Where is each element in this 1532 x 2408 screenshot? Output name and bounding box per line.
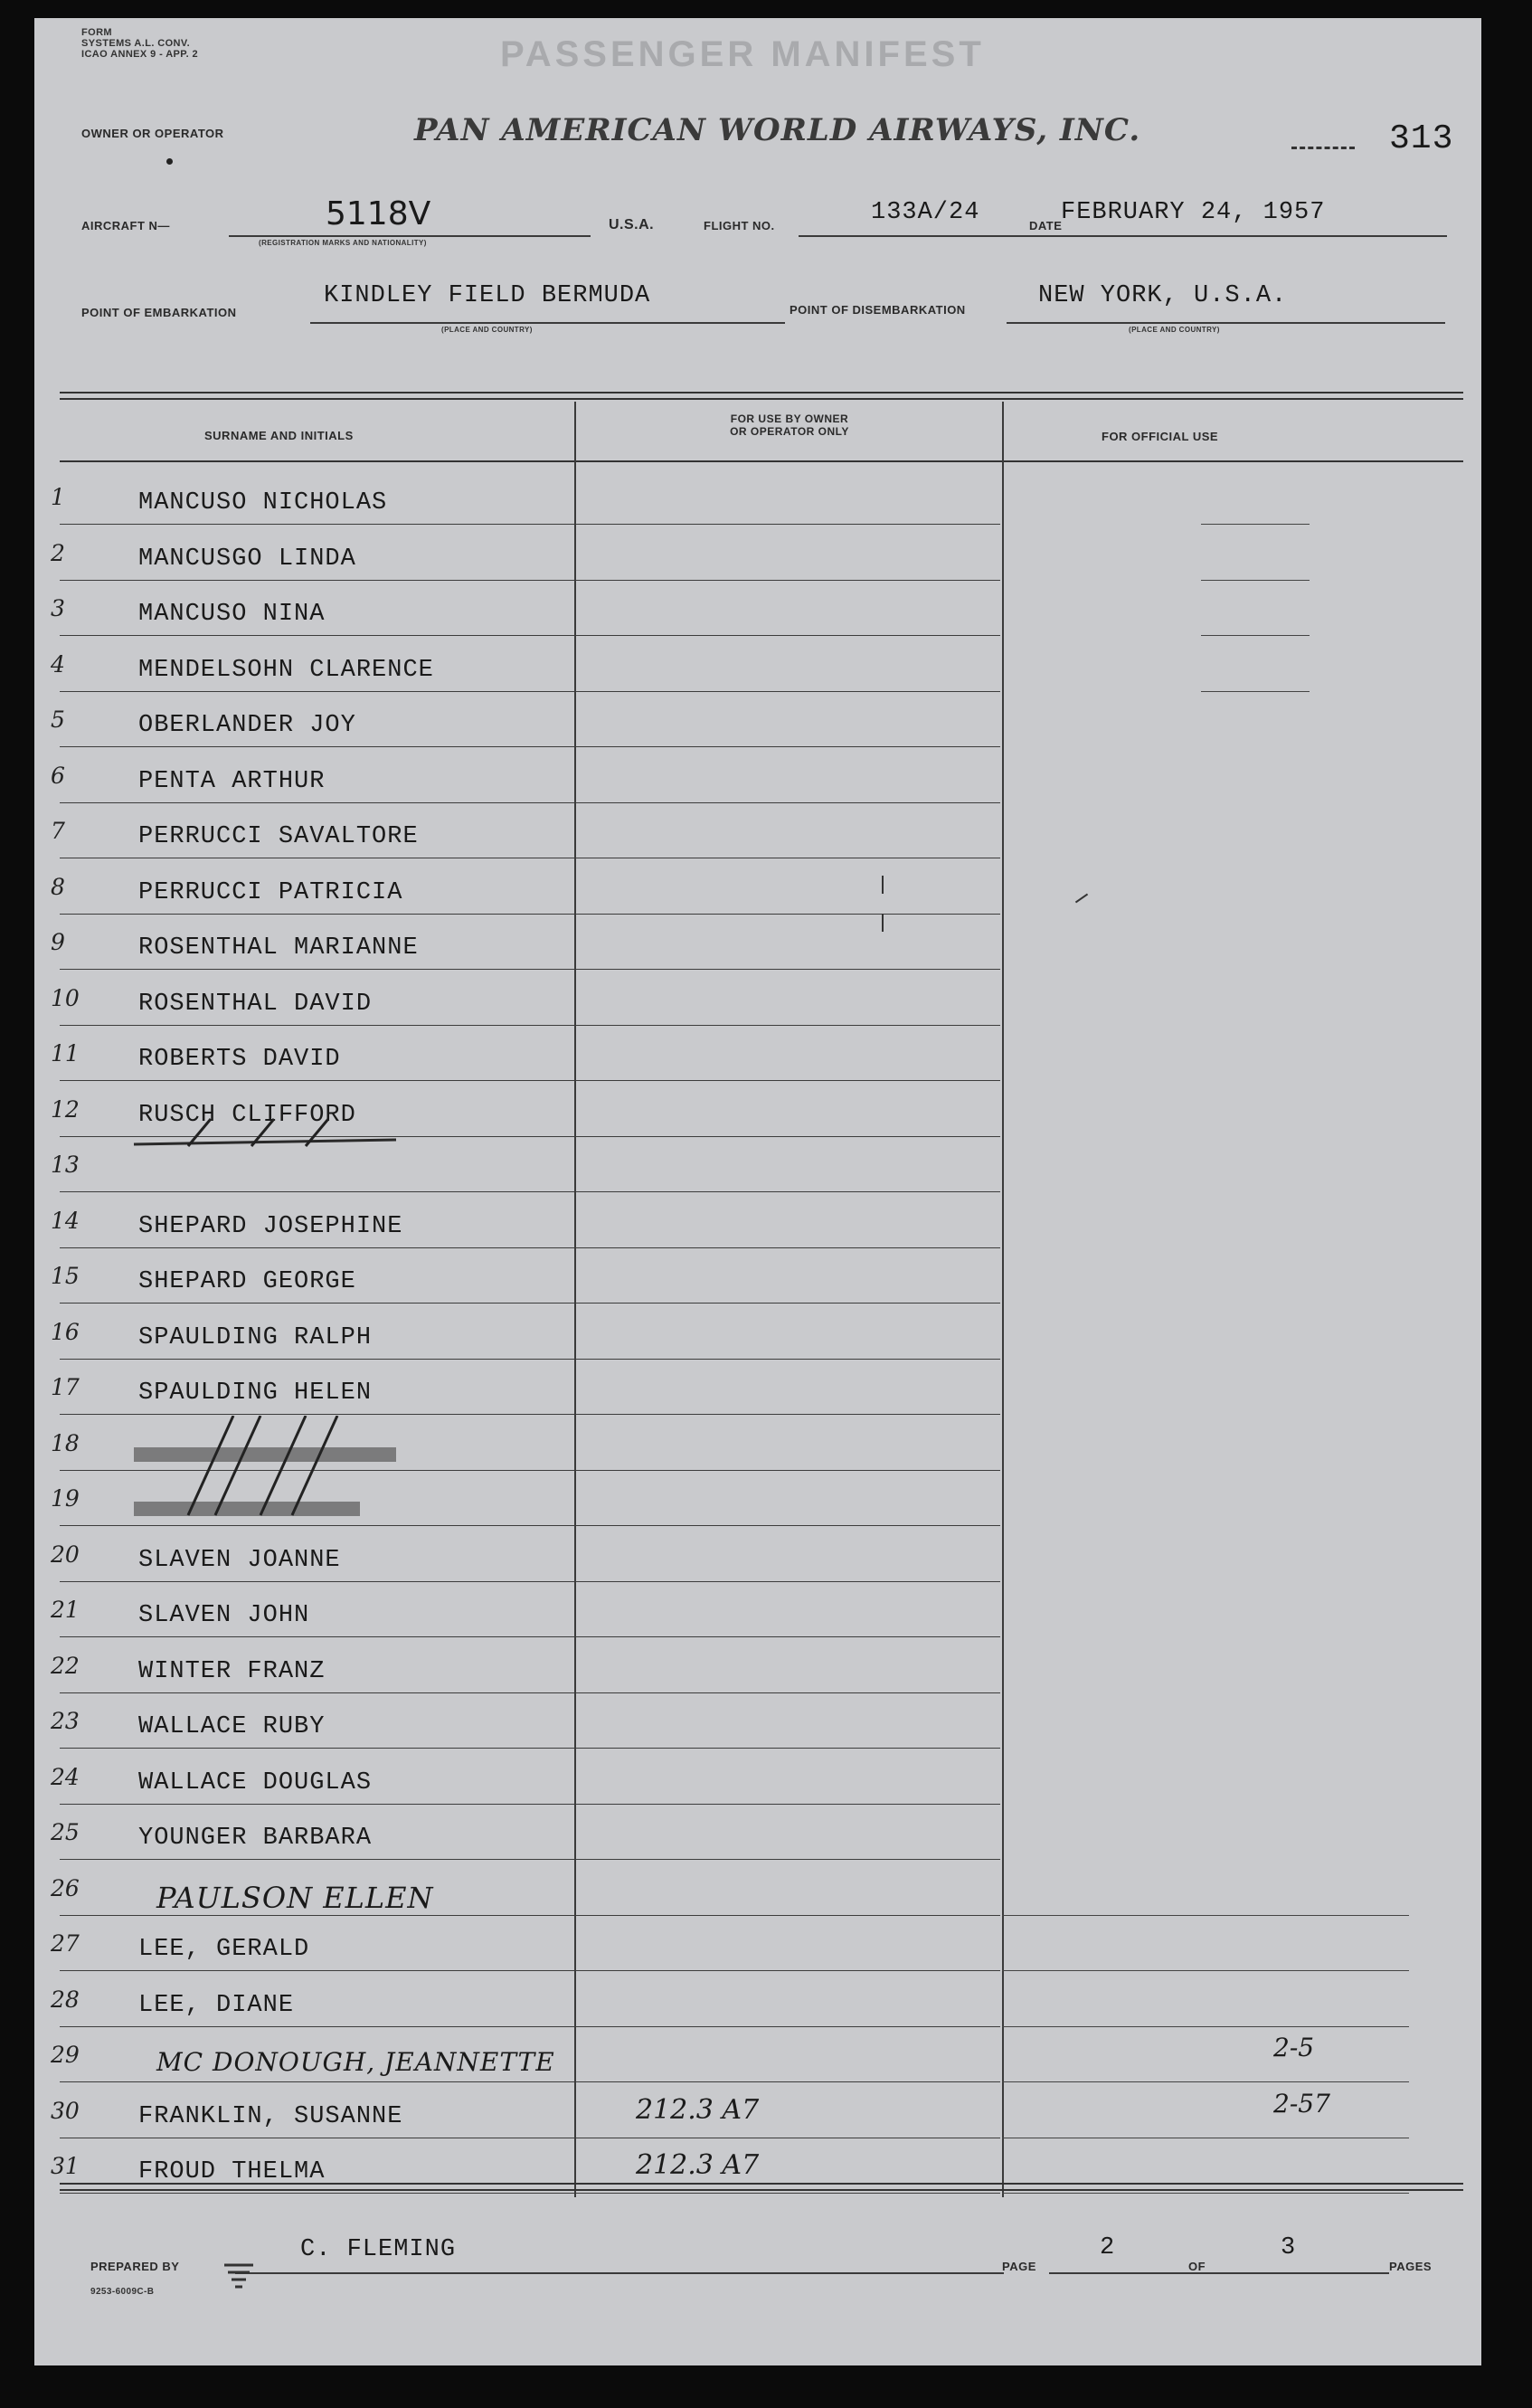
row-rule <box>60 1915 1000 1916</box>
row-rule <box>60 1804 1000 1805</box>
row-rule <box>60 1247 1000 1248</box>
row-rule <box>60 1303 1000 1304</box>
passenger-name: SHEPARD JOSEPHINE <box>138 1212 403 1240</box>
strikeout-rows-18-19 <box>125 1416 414 1524</box>
disembarkation-caption: (PLACE AND COUNTRY) <box>1129 326 1220 334</box>
row-number: 24 <box>51 1763 80 1790</box>
row-rule <box>60 2081 1000 2082</box>
row-rule <box>60 1525 1000 1526</box>
passenger-name: OBERLANDER JOY <box>138 712 356 739</box>
passenger-name: PENTA ARTHUR <box>138 767 326 795</box>
passenger-name: WINTER FRANZ <box>138 1657 326 1685</box>
table-bottom-rule-2 <box>60 2189 1463 2191</box>
passenger-name: LEE, GERALD <box>138 1936 310 1963</box>
row-number: 2 <box>51 539 65 566</box>
official-rule <box>1002 1970 1409 1971</box>
passenger-name: SHEPARD GEORGE <box>138 1268 356 1295</box>
row-number: 6 <box>51 762 65 789</box>
row-number: 22 <box>51 1652 80 1679</box>
tick-mark <box>1075 894 1088 904</box>
passenger-name: SLAVEN JOANNE <box>138 1546 341 1574</box>
printer-emblem-icon <box>221 2260 257 2292</box>
official-rule <box>1201 691 1310 692</box>
row-number: 19 <box>51 1485 80 1512</box>
date-value: FEBRUARY 24, 1957 <box>1061 199 1326 226</box>
col-operator-header-line1: FOR USE BY OWNER <box>730 412 849 425</box>
aircraft-value: 5118V <box>326 195 431 232</box>
row-number: 21 <box>51 1597 80 1623</box>
page-value: 2 <box>1100 2234 1116 2261</box>
row-number: 28 <box>51 1986 80 2013</box>
page-title: PASSENGER MANIFEST <box>500 34 985 74</box>
passenger-name: WALLACE RUBY <box>138 1713 326 1740</box>
manifest-sheet <box>34 18 1481 2365</box>
row-rule <box>60 691 1000 692</box>
passenger-name: LEE, DIANE <box>138 1991 295 2019</box>
row-number: 10 <box>51 984 80 1011</box>
pages-label: PAGES <box>1389 2260 1433 2273</box>
passenger-name: SPAULDING RALPH <box>138 1323 373 1351</box>
of-field <box>1223 2247 1389 2274</box>
row-rule <box>60 2193 1000 2194</box>
official-rule <box>1002 2193 1409 2194</box>
stamp-dash <box>1291 147 1355 149</box>
row-number: 17 <box>51 1374 80 1400</box>
row-number: 12 <box>51 1095 80 1123</box>
passenger-name: SPAULDING HELEN <box>138 1379 373 1407</box>
row-rule <box>60 1025 1000 1026</box>
row-number: 20 <box>51 1541 80 1568</box>
form-ref-line3: ICAO ANNEX 9 - APP. 2 <box>81 49 199 60</box>
operator-note: 212.3 A7 <box>636 2149 760 2181</box>
row-number: 15 <box>51 1263 80 1289</box>
passenger-name: FRANKLIN, SUSANNE <box>138 2102 403 2130</box>
date-label: DATE <box>1029 219 1063 232</box>
official-rule <box>1201 524 1310 525</box>
row-number: 26 <box>51 1874 80 1901</box>
page-stamp-number: 313 <box>1389 119 1454 158</box>
owner-label: OWNER OR OPERATOR <box>81 127 224 140</box>
official-rule <box>1002 1915 1409 1916</box>
row-number: 1 <box>51 484 65 510</box>
row-number: 27 <box>51 1930 80 1957</box>
embarkation-caption: (PLACE AND COUNTRY) <box>441 326 533 334</box>
aircraft-caption: (REGISTRATION MARKS AND NATIONALITY) <box>259 239 427 247</box>
of-value: 3 <box>1281 2234 1297 2261</box>
row-rule <box>60 914 1000 915</box>
dot-mark <box>166 158 173 165</box>
passenger-name: ROBERTS DAVID <box>138 1046 341 1073</box>
row-rule <box>60 746 1000 747</box>
row-number: 11 <box>51 1040 80 1067</box>
tick-mark <box>882 876 884 894</box>
row-number: 4 <box>51 650 65 678</box>
row-rule <box>60 524 1000 525</box>
prepared-label: PREPARED BY <box>90 2260 180 2273</box>
embarkation-label: POINT OF EMBARKATION <box>81 306 237 319</box>
strikeout-row-13 <box>125 1108 414 1153</box>
passenger-name: PERRUCCI SAVALTORE <box>138 823 419 850</box>
form-number: 9253-6009C-B <box>90 2287 155 2297</box>
passenger-name: ROSENTHAL MARIANNE <box>138 934 419 962</box>
passenger-name: FROUD THELMA <box>138 2158 326 2185</box>
passenger-name: MENDELSOHN CLARENCE <box>138 656 434 684</box>
row-number: 7 <box>51 818 65 844</box>
column-divider-1 <box>574 402 576 2197</box>
official-rule <box>1201 635 1310 636</box>
row-number: 3 <box>51 595 65 621</box>
row-rule <box>60 1970 1000 1971</box>
form-reference <box>81 27 198 60</box>
col-surname-header: SURNAME AND INITIALS <box>204 429 354 442</box>
aircraft-country: U.S.A. <box>609 217 655 232</box>
passenger-name: WALLACE DOUGLAS <box>138 1768 373 1797</box>
row-number: 31 <box>51 2153 80 2179</box>
official-note: 2-5 <box>1273 2033 1315 2062</box>
passenger-name: RUSCH CLIFFORD <box>138 1101 356 1129</box>
table-bottom-rule-1 <box>60 2183 1463 2185</box>
official-rule <box>1002 2081 1409 2082</box>
row-rule <box>60 1191 1000 1192</box>
flight-value: 133A/24 <box>871 199 980 226</box>
passenger-name: MANCUSGO LINDA <box>138 545 356 573</box>
row-rule <box>60 969 1000 970</box>
row-rule <box>60 1080 1000 1081</box>
row-rule <box>60 1581 1000 1582</box>
embarkation-value: KINDLEY FIELD BERMUDA <box>324 282 651 309</box>
row-number: 16 <box>51 1318 80 1345</box>
of-label: OF <box>1188 2260 1206 2273</box>
passenger-name: YOUNGER BARBARA <box>138 1825 373 1852</box>
row-number: 13 <box>51 1152 80 1178</box>
row-rule <box>60 580 1000 581</box>
row-rule <box>60 1359 1000 1360</box>
aircraft-label: AIRCRAFT N— <box>81 219 170 232</box>
row-rule <box>60 2026 1000 2027</box>
col-operator-header <box>690 412 889 438</box>
flight-label: FLIGHT NO. <box>704 219 775 232</box>
row-number: 23 <box>51 1708 80 1734</box>
row-number: 30 <box>51 2097 80 2124</box>
tick-mark <box>882 914 884 932</box>
form-ref-line1: FORM <box>81 27 112 38</box>
row-number: 5 <box>51 706 65 733</box>
row-rule <box>60 1414 1000 1415</box>
row-rule <box>60 635 1000 636</box>
prepared-value: C. FLEMING <box>300 2236 457 2263</box>
passenger-name: PERRUCCI PATRICIA <box>138 878 403 906</box>
passenger-name: MC DONOUGH, JEANNETTE <box>156 2047 555 2077</box>
row-number: 29 <box>51 2042 80 2068</box>
row-rule <box>60 1692 1000 1693</box>
official-rule <box>1002 2026 1409 2027</box>
official-note: 2-57 <box>1273 2088 1330 2119</box>
passenger-name: MANCUSO NICHOLAS <box>138 489 388 517</box>
row-rule <box>60 1636 1000 1637</box>
row-number: 9 <box>51 929 65 955</box>
column-divider-2 <box>1002 402 1004 2197</box>
row-number: 8 <box>51 873 65 900</box>
disembarkation-value: NEW YORK, U.S.A. <box>1038 282 1288 309</box>
table-top-rule-1 <box>60 392 1463 393</box>
disembarkation-label: POINT OF DISEMBARKATION <box>790 303 966 317</box>
page-label: PAGE <box>1002 2260 1036 2273</box>
row-number: 25 <box>51 1819 80 1845</box>
passenger-name: ROSENTHAL DAVID <box>138 990 373 1018</box>
row-number: 14 <box>51 1207 80 1234</box>
table-header-rule <box>60 460 1463 462</box>
passenger-name: SLAVEN JOHN <box>138 1602 310 1629</box>
passenger-name: PAULSON ELLEN <box>156 1880 434 1915</box>
row-rule <box>60 1748 1000 1749</box>
col-operator-header-line2: OR OPERATOR ONLY <box>730 425 849 438</box>
row-rule <box>60 1859 1000 1860</box>
row-number: 18 <box>51 1429 80 1456</box>
row-rule <box>60 802 1000 803</box>
owner-value: PAN AMERICAN WORLD AIRWAYS, INC. <box>414 112 1141 148</box>
table-top-rule-2 <box>60 398 1463 400</box>
operator-note: 212.3 A7 <box>636 2093 760 2126</box>
form-ref-line2: SYSTEMS A.L. CONV. <box>81 38 191 49</box>
official-rule <box>1201 580 1310 581</box>
col-official-header: FOR OFFICIAL USE <box>1102 430 1219 443</box>
passenger-name: MANCUSO NINA <box>138 601 326 628</box>
